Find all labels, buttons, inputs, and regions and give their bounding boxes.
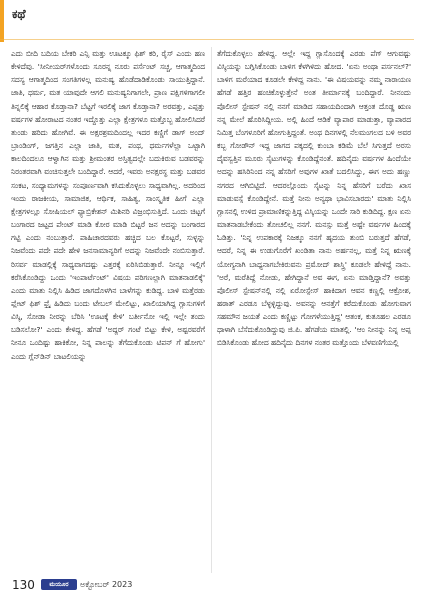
- column-divider: [211, 47, 212, 573]
- section-label: ಕಥೆ: [12, 7, 26, 21]
- story-column-left: [11, 47, 205, 573]
- magazine-logo: ಮಯೂರ: [41, 579, 77, 590]
- story-text-right: ತೆಗೆದುಕೊಳ್ಳಲು ಹೇಳಿದ್ದ. ಆಲ್ಲೇ ಇದ್ದ ಗ್ಲಾಸೊಂದಕ್ಕೆ ಎರಡು ಪೆಗ್ ಆಗುವಷ್ಟು ವಿಸ್ಕಿಯನ್ನು ಬಗ್ಗಿಸಿಕೊಂಡು ಬಾಳಿಗ ಕೆಳಗಿಳಿದು ಹೋದ. 'ಏನು ಅಂಥಾ ಪರ್ಸನಲ್?' ಬಾಳಿಗ ಮರೆಯಾದ ಕೂಡಲೇ ಕೇಳಿದ್ದ ನಾನು. 'ಈ ವಿಷಯವನ್ನು ನಮ್ಮ ನಾರಾಯಣ ಹೆಗಡೆ ಹತ್ತಿರ ಹಂಚಿಕೊಳ್ಳುತ್ತೇನೆ ಅಂತ ತೀರ್ಮಾನಕ್ಕೆ ಬಂದಿದ್ದಾರೆ. ನೀನಂದು ಪೊಲೀಸ್ ಸ್ಟೇಷನ್ ನಲ್ಲಿ ನನಗೆ ಮಾಡಿದ ಸಹಾಯದಿಂದಾಗಿ ಆತ್ತಂತ ದೊಡ್ಡ ಋಣ ನನ್ನ ಮೇಲೆ ಹೊರಿಸಿದ್ದೀಯ. ಅಲ್ಲಿ ಹಿಂದೆ ಆಡಿಕೆ ವ್ಯಾಪಾರ ಮಾಡುತ್ತಾ, ವ್ಯಾಪಾರದ ನಿಮಿತ್ತ ಬೆಂಗಳೂರಿಗೆ ಹೋಗುತ್ತಿದ್ದಂತೆ. ಅಂಥ ದಿನಗಳಲ್ಲಿ ನೆಲಮಂಗಲದ ಬಳಿ ಅವರ ಕಬ್ಬ ಗೋಡೌನ್ ಇದ್ದ ಜಾಗದ ಪಕ್ಕದಲ್ಲಿ ಕುಂಬಾ ಕಡಿಮೆ ಬೆಲೆ ಸಿಗುತ್ತದೆ ಅರಸು ದೈವಸ್ವತ್ತಿನ ಮೂರು ಸೈಟುಗಳನ್ನು ಕೊಂಡಿದ್ದೆನಂತೆ. ಹದಿನೈದು ವರ್ಷಗಳ ಹಿಂದೆಯೇ ಅದನ್ನು ಹಸಿರಿನಿಂದ ನನ್ನ ಹೆಸರಿಗೆ ಅವುಗಳ ಖಾತೆ ಬದಲಿಸಿದ್ದು, ಈಗ ಅದು ಹಣ್ಣು ನಗರದ ಆಗಿಬಿಟ್ಟಿದೆ. ಆದರಲ್ಲೊಂದು ಸೈಟನ್ನು ನಿನ್ನ ಹೆಸರಿಗೆ ಬರೆದು ಖಾಸ ಮಾಡುವಸ್ಸೆ ಕೊಂಡಿದ್ದೇನೆ. ಮತ್ತೆ ನೀನು ಅನ್ಯಥಾ ಭಾವಿಸಬಾರದು' ಮಾತು ನಿಲ್ಲಿಸಿ ಗ್ಲಾಸನಲ್ಲಿ ಉಳಿದ ಪ್ರಾಮಾಣಿಕನ್ನುತ್ತಿದ್ದ ವಿಸ್ಕಿಯನ್ನು ಒಂದೇ ಸಾರಿ ಕುಡಿದಿದ್ದ. ಕ್ಷಣ ಏನು ಮಾತನಾಡಬೇಕೆಂದು ತೋಚಲಿಲ್ಲ ನನಗೆ. ಮನಸ್ಸು ಮತ್ತೆ ಅಷ್ಟೇ ವರ್ಷಗಳ ಹಿಂದಕ್ಕೆ ಓಡಿತ್ತು. 'ನಿನ್ನ ಉಪಕಾರಕ್ಕೆ ನಿಜಕ್ಕೂ ನನಗೆ ಹೃದಯ ತುಂಬಿ ಬರುತ್ತದೆ ಹೆಗಡೆ, ಆದರೆ, ನಿನ್ನ ಈ ಉಡುಗೊರೆಗೆ ಖಂಡಿತಾ ನಾನು ಅರ್ಹನಲ್ಲ, ಮತ್ತೆ ನಿನ್ನ ಋಣಕ್ಕೆ ಯೋಗ್ಯನಾಗಿ ಬಾಧ್ಯನಾಗಬೇಕಿರುವನು ಪ್ರಮೋದ್ ಶಾಸ್ತ್ರಿ' ಕೂಡಲೇ ಹೇಳಿದ್ದೆ ನಾನು. 'ಅರೆ, ಮರೆತಿದ್ದೆ ನೋಡು, ಹೇಗಿದ್ದಾನೆ ಅವ ಈಗ, ಏನು ಮಾಡ್ತಿದ್ದಾನೆ? ಅವತ್ತು ಪೊಲೀಸ್ ಸ್ಟೇಷನ್‌ನಲ್ಲಿ ನಲ್ಲಿ ಏರೋಸ್ಪೇಸ್ ಹಾಕಿದಾಗ ಆವನ ಕಣ್ಣಲ್ಲಿ ಆಕ್ರೋಶ, ಹಠಾತ್ ಎರಡೂ ಬೆಳ್ಳಳ್ಳಿದ್ದುವು. ಅವನನ್ನು ಆನತ್ತೆಗೆ ಕರೆದುಕೊಂಡು ಹೋಗುವಾಗ ಸಹಮೌನ ಜಯತೆ ಎಂದು ಕಣ್ಣಿಟ್ಟು ಗೋಗಳೆಯುತ್ತಿದ್ದ' ಆತಂಕ, ಕುತೂಹಲ ಎರಡೂ ಧಾಳಾಗಿ ಬೆಸೆದುಕೊಂಡಿದ್ದುವು ಜಿ.ಪಿ. ಹೆಗಡೆಯ ಮಾತಲ್ಲಿ. 'ಆಂ ನೀನನ್ನು ನಿನ್ನ ಅಪ್ಪ ಬಿಡಿಸಿಕೊಂಡು ಹೋದ ಹದಿನೈದು ದಿನಗಳ ನಂತರ ಮತ್ತೊಂದು ಬೆಳವಣಿಗೆಯಲ್ಲಿ: [217, 49, 411, 348]
- story-text-left: ಎದು ಬೀದಿ ಬದಿಯ ಬೇಕರಿ ಎನ್ಸಿ ಮತ್ತು ಊಟಕ್ಕೂ ಫಿಶ್ ಕರಿ, ರೈಸ್ ಎಂದು ಹಣ ಕೇಳಿದೆವು. 'ಸೀನೀಯರ್‌ಗಳೊಂದು ಸೂರನ್ನ ನೂರು ಪರ್ಸೆಂಟ್ ಸಚ್ಚ, ಆಗಾತ್ಮದಿಂದ ಸದಸ್ಯ ಆಗಾತ್ಮದಿಂದ ಸಂಗತಿಗಳಲ್ಲ ಮನುಷ್ಯ ಹೊಡೆದಾಡಿಕೊಂಡು ಸಾಯುತ್ತಿದ್ದಾನೆ. ಜಾತಿ, ಧರ್ಮ, ಮತ ಯಾವುದೇ ಆಗಲಿ ಮನುಷ್ಯನಿಗಾಗಲೇ, ಪ್ರಾಣ ಪಕ್ಷಿಗಳಿಗಾಗಲೀ ತಿನ್ನಲಿಕ್ಕೆ ಆಹಾರ ಕೊಡ್ತಾನಾ? ಬೆಟ್ಟಗೆ ಇರಲಿಕ್ಕೆ ಜಾಗ ಕೊಡ್ತಾನಾ? ಅರವತ್ತು, ಎಪ್ಪತ್ತು ವರ್ಷಗಳ ಹೋರಾಟದ ನಂತರ ಇದ್ದೊತ್ತು ಎಲ್ಲಾ ಕ್ಷೇತ್ರಗಳೂ ಮತ್ತೊಬ್ಬ ಹೋಲಿಸಿದರೆ ತುಂಡು ಹರಿದು ಹೋಗಿವೆ. ಈ ಅಕ್ಷರಶ್ರಮದಿಂದಲ್ಲ ಇದರ ಕಣ್ಣಿಗೆ ಡಾಗ್ ಅಂದ್ ಬ್ರಾಂಡಿಂಗ್, ಜಗತ್ತಿನ ಎಲ್ಲಾ ಜಾತಿ, ಮತ, ಪಂಥ, ಧರ್ಮಗಳೆಲ್ಲಾ ಒಟ್ಟಾಗಿ ಕಾಲದಿಂದಲೂ ಆಳ್ವಾಗಿನ ಮತ್ತು ಶ್ರೀಮಂತರ ಅಸ್ತಿತ್ವದಲ್ಲೇ ಬದುಕಿರುವ ಬಡವರನ್ನು ನಿರಂತರವಾಗಿ ವಂಚಿಸುತ್ತಲೇ ಬಂದಿದ್ದಾರೆ. ಆದರೆ, ಇವರು ಅನಕ್ಷರಸ್ಥ ಮತ್ತು ಬಡವರ ಸಂಕಟ, ಸಂಧ್ಯಾಮಗಳನ್ನು ಸಂಪೂರ್ಣವಾಗಿ ಕಸಿದುಕೊಳ್ಳಲು ಸಾಧ್ಯವಾಗಿಲ್ಲ. ಅದರಿಂದ ಇಂದು ರಾಜಕೀಯ, ಸಾಮಾಜಿಕ, ಆರ್ಥಿಕ, ಸಾಹಿತ್ಯ, ಸಾಂಸ್ಕೃತಿಕ ಹೀಗೆ ಎಲ್ಲಾ ಕ್ಷೇತ್ರಗಳಲ್ಲೂ ಸೋಷಿಯಲ್ ಫ್ಯಾಬ್ರಿಕೇಶನ್ ಮಿಶಿನರಿ ವಿಜ್ರಂಭಿಸುತ್ತಿದೆ. ಒಂದು ಚಿಟ್ಟಗೆ ಬಂಗಾರದ ಜಟ್ಟದ ಪೇಂಟ್ ಮಾಡಿ ಕೋರ ಮಾಡಿ ಬಿಟ್ಟರೆ ಜನ ಅದನ್ನು ಬಂಗಾರದ ಗಟ್ಟಿ ಎಂದು ನಂಬುತ್ತಾರೆ. ಪಾಹಿಚಾರದವರು ಹಚ್ಚಿದ ಬಲ ಕೊಟ್ಟರೆ, ಸುಳ್ಳನ್ನು ನಿಜವೆಂದು ಪದೇ ಪದೇ ಹೇಳಿ ಜನಸಾಮಾನ್ಯರಿಗೆ ಅದನ್ನು ನಿಜವೆಂದೇ ನಂಬಿಸುತ್ತಾರೆ. ರಿಸರ್ವ ಮಾಡಲ್ಲಿಕ್ಕೆ ಸಾಧ್ಯವಾಗದಷ್ಟು ಎತ್ತರಕ್ಕೆ ಏರಿಸಿಬಿಡುತ್ತಾರೆ. ನೀನ್ನೂ ಇಲ್ಲಿಗೆ ಕರೆಸಿಕೊಂಡಿದ್ದು ಒಂದು 'ಇಂಪಾರ್ಟೆಂಟ್' ವಿಷಯ ಪರಿಗಣಲ್ಲಾಗಿ ಮಾತನಾಡಲಿಕ್ಕೆ' ಎಂದು ಮಾತು ನಿಲ್ಲಿಸಿ ಹಿಡಿದ ಜಾಗದೊಳಗಿನ ಬಾಳೆಗನ್ನು ಕುಡಿದ್ದ. ಬಾಳಿ ಮತ್ತೆರಡು ಪ್ಲೇಟ್ ಫಿಶ್ ಫ್ರೈ ಹಿಡಿದು ಬಂದು ಟೇಬಲ್ ಮೇಲಿಟ್ಟು, ಖಾಲಿಯಾಗಿದ್ದ ಗ್ಲಾಸುಗಳಿಗೆ ವಿಸ್ಕಿ, ಸೋಡಾ ನೀರನ್ನು ಬೆರಿಸಿ 'ಊಟಕ್ಕೆ ಕೇಳಿ' ಬರ್ತೀನೋ ಇಲ್ಲಿ ಇಲ್ಲೇ ತಂದು ಬಡಿಸಲೋ?' ಎಂದು ಕೇಳಿದ್ದ. ಹೆಗಡೆ 'ಅದ್ದರ್ ಗಂಟೆ ಬಿಟ್ಟು ಕೇಳಿ, ಅಷ್ಟರವರೆಗೆ ನೀನೂ ಒಂದಿಷ್ಟು ಹಾಕಿಕೋ, ನಿನ್ನ ಪಾಲನ್ನು ತೆಗೆದುಕೊಂಡು ಟಿಪನ್ ಗೆ ಹೋಗು' ಎಂದು ಗ್ಲೆನ್‌ಡಿನ್ ಬಾಟಲಿಯನ್ನು: [11, 49, 205, 361]
- section-accent-bar: [0, 0, 4, 42]
- page-header: [0, 0, 422, 46]
- story-column-right: [217, 47, 411, 573]
- issue-date: ಅಕ್ಟೋಬರ್ 2023: [80, 580, 133, 589]
- page-footer: [0, 574, 422, 600]
- header-rule: [0, 39, 414, 40]
- page-number: 130: [12, 578, 35, 592]
- story-body: [11, 47, 411, 573]
